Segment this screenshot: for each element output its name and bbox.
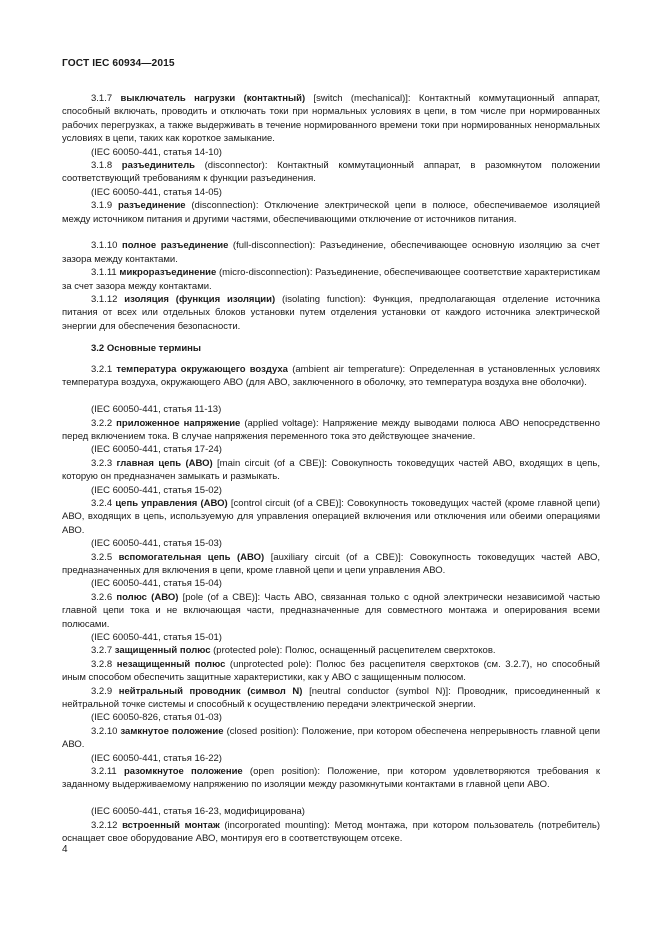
- definition-3-2-10: 3.2.10 замкнутое положение (closed position): Положение, при котором обеспечена непрерывность главной цепи АВО.: [62, 725, 601, 751]
- definition-3-2-8: 3.2.8 незащищенный полюс (unprotected pole): Полюс без расцепителя сверхтоков (см. 3.2.7), но способный иным способом обеспечить защитные характеристики, как у АВО с защищенным полюсом.: [62, 658, 600, 684]
- source-reference: (IEC 60050-441, статья 15-02): [91, 484, 222, 496]
- source-reference: (IEC 60050-441, статья 14-05): [91, 186, 222, 198]
- definition-3-2-6: 3.2.6 полюс (АВО) [pole (of a CBE)]: Часть АВО, связанная только с одной электрически независимой частью главной цепи тока и не включающая части, предназначенные для совместного монтажа и оперирования всеми полюсами.: [62, 591, 601, 630]
- source-reference: (IEC 60050-441, статья 16-23, модифицирована): [91, 806, 305, 818]
- section-heading-3-2: 3.2 Основные термины: [91, 343, 202, 354]
- definition-3-2-1: 3.2.1 температура окружающего воздуха (ambient air temperature): Определенная в установленных условиях температура воздуха, окружающего АВО (для АВО, заключенного в оболочку, это температура воздуха вне оболочки).: [62, 364, 601, 389]
- definition-3-2-12: 3.2.12 встроенный монтаж (incorporated mounting): Метод монтажа, при котором пользователь (потребитель) оснащает свое оборудование АВО, монтируя его в соответствующем отсеке.: [62, 819, 600, 844]
- definition-3-2-4: 3.2.4 цепь управления (АВО) [control circuit (of a CBE)]: Совокупность токоведущих частей (кроме главной цепи) АВО, входящих в цепь, используемую для управления операцией включения или отключения или обеими операциями АВО.: [62, 498, 601, 536]
- source-reference: (IEC 60050-441, статья 17-24): [91, 444, 222, 456]
- definition-3-2-11: 3.2.11 разомкнутое положение (open position): Положение, при котором удовлетворяются требования к заданному выдерживаемому напряжению по изоляции между разомкнутыми контактами в главной цепи АВО.: [62, 766, 600, 791]
- source-reference: (IEC 60050-826, статья 01-03): [91, 712, 222, 724]
- definition-3-2-5: 3.2.5 вспомогательная цепь (АВО) [auxiliary circuit (of a CBE)]: Совокупность токоведущих частей АВО, предназначенных для включения в цепи, кроме главной цепи и цепи управления АВО.: [62, 551, 600, 576]
- definition-3-1-8: 3.1.8 разъединитель (disconnector): Контактный коммутационный аппарат, в разомкнутом положении соответствующий требованиям к функции разъединения.: [62, 160, 601, 185]
- source-reference: (IEC 60050-441, статья 16-22): [91, 752, 222, 764]
- source-reference: (IEC 60050-441, статья 14-10): [91, 146, 222, 158]
- definition-3-1-7: 3.1.7 выключатель нагрузки (контактный) [switch (mechanical)]: Контактный коммутационный аппарат, способный включать, проводить и отключать токи при нормальных условиях в цепи, в том числе при нормированных рабочих перегрузках, а также выдерживать в течение нормированного времени токи при нормированных ненормальных условиях в цепи, таких как короткое замыкание.: [62, 93, 601, 145]
- standard-header: ГОСТ IEC 60934—2015: [62, 58, 175, 69]
- source-reference: (IEC 60050-441, статья 15-01): [91, 632, 222, 643]
- page-number: 4: [62, 844, 68, 855]
- definition-3-2-7: 3.2.7 защищенный полюс (protected pole): Полюс, оснащенный расцепителем сверхтоков.: [91, 645, 496, 657]
- definition-3-2-3: 3.2.3 главная цепь (АВО) [main circuit (of a CBE)]: Совокупность токоведущих частей АВО, входящих в цепь, которую он предназначен замыкать и размыкать.: [62, 457, 600, 483]
- definition-3-1-9: 3.1.9 разъединение (disconnection): Отключение электрической цепи в полюсе, обеспечиваемое изоляцией между источником питания и другими частями, обеспечивающими отключение от источников питания.: [62, 200, 601, 225]
- definition-3-2-9: 3.2.9 нейтральный проводник (символ N) [neutral conductor (symbol N)]: Проводник, присоединенный к нейтральной точке системы и способный к осуществлению передачи электрической энергии.: [62, 685, 601, 710]
- definition-3-1-11: 3.1.11 микроразъединение (micro-disconnection): Разъединение, обеспечивающее соответствие характеристикам за счет зазора между контактами.: [62, 267, 601, 292]
- source-reference: (IEC 60050-441, статья 15-03): [91, 538, 222, 550]
- source-reference: (IEC 60050-441, статья 15-04): [91, 578, 222, 590]
- definition-3-2-2: 3.2.2 приложенное напряжение (applied voltage): Напряжение между выводами полюса АВО непосредственно перед включением тока. В случае напряжения переменного тока это действующее значение.: [62, 417, 601, 442]
- definition-3-1-10: 3.1.10 полное разъединение (full-disconnection): Разъединение, обеспечивающее основную изоляцию за счет зазора между контактами.: [62, 240, 600, 265]
- definition-3-1-12: 3.1.12 изоляция (функция изоляции) (isolating function): Функция, предполагающая отделение источника питания от всех или отдельных блоков установки путем отделения установки от каждого источника электрической энергии для обеспечения безопасности.: [62, 294, 601, 332]
- source-reference: (IEC 60050-441, статья 11-13): [91, 404, 222, 416]
